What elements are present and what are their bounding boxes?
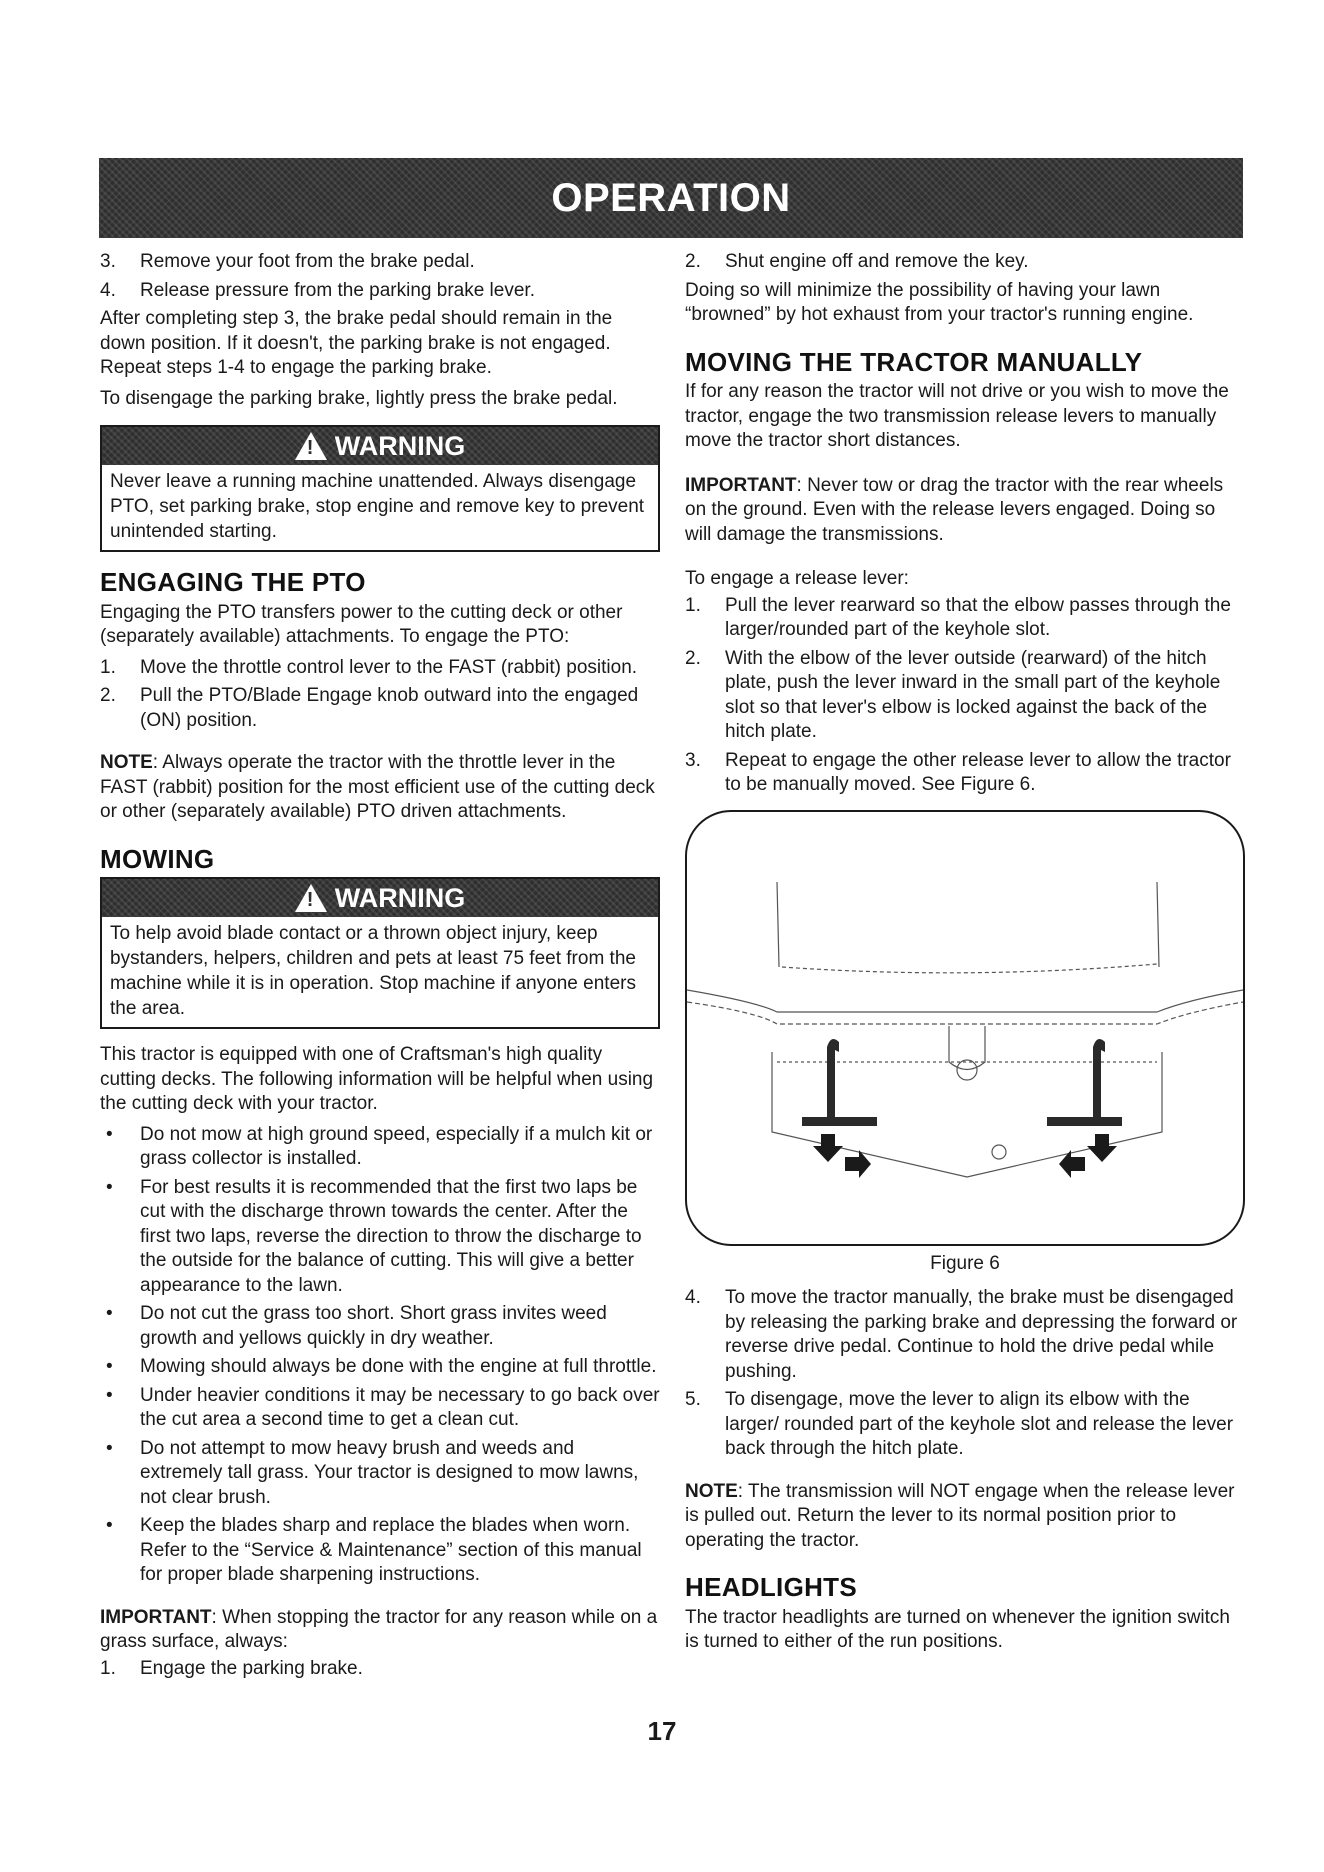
bullet-item: • Under heavier conditions it may be necessary to go back over the cut area a second time to get a clean cut. (106, 1384, 660, 1430)
paragraph: To engage a release lever: (685, 568, 909, 589)
bullet-item: • Do not cut the grass too short. Short grass invites weed growth and yellows quickly in dry weather. (106, 1303, 607, 1349)
warning-box (100, 877, 660, 1029)
figure-6-illustration (685, 810, 1245, 1246)
list-item: 1. Engage the parking brake. (100, 1657, 363, 1679)
section-heading-headlights: HEADLIGHTS (685, 1572, 857, 1602)
bullet-item: • For best results it is recommended that the first two laps be cut with the discharge thrown towards the center. After the first two laps, reverse the direction to throw the discharge to the outside for the balance of cutting. This will give a better appearance to the lawn. (106, 1176, 642, 1296)
left-column (100, 250, 660, 1685)
warning-header: ! WARNING (102, 879, 658, 917)
list-item: 2. Shut engine off and remove the key. (685, 251, 1029, 272)
bullet-item: • Mowing should always be done with the engine at full throttle. (106, 1356, 657, 1377)
note-paragraph: NOTE: Always operate the tractor with the throttle lever in the FAST (rabbit) position for the most efficient use of the cutting deck or other (separately available) PTO driven attachments. (100, 752, 655, 822)
warning-triangle-icon: ! (295, 432, 327, 460)
list-item: 2. Pull the PTO/Blade Engage knob outward into the engaged (ON) position. (100, 685, 639, 731)
warning-triangle-icon: ! (295, 884, 327, 912)
list-item: 1. Move the throttle control lever to the FAST (rabbit) position. (100, 656, 638, 678)
note-paragraph: NOTE: The transmission will NOT engage when the release lever is pulled out. Return the lever to its normal position prior to operating the tractor. (685, 1480, 1235, 1551)
paragraph: Engaging the PTO transfers power to the cutting deck or other (separately available) attachments. To engage the PTO: (100, 601, 623, 647)
paragraph: To disengage the parking brake, lightly press the brake pedal. (100, 387, 618, 409)
paragraph: The tractor headlights are turned on whenever the ignition switch is turned to either of the run positions. (685, 1606, 1230, 1652)
bullet-item: • Do not attempt to mow heavy brush and weeds and extremely tall grass. Your tractor is designed to mow lawns, not clear brush. (106, 1437, 639, 1508)
list-item: 4. Release pressure from the parking brake lever. (100, 279, 535, 301)
warning-text: Never leave a running machine unattended. Always disengage PTO, set parking brake, stop engine and remove key to prevent unintended starting. (110, 471, 645, 542)
section-title: OPERATION (551, 175, 791, 220)
release-lever-diagram (687, 812, 1243, 1244)
bullet-item: • Do not mow at high ground speed, especially if a mulch kit or grass collector is installed. (106, 1123, 653, 1169)
paragraph: Doing so will minimize the possibility of having your lawn “browned” by hot exhaust from your tractor's running engine. (685, 279, 1194, 325)
list-item: 4. To move the tractor manually, the brake must be disengaged by releasing the parking brake and depressing the forward or reverse drive pedal. Continue to hold the drive pedal while pushing. (685, 1287, 1238, 1382)
figure-caption: Figure 6 (930, 1252, 1000, 1274)
list-item: 3. Remove your foot from the brake pedal. (100, 251, 475, 272)
warning-header: ! WARNING (102, 427, 658, 465)
list-item: 2. With the elbow of the lever outside (rearward) of the hitch plate, push the lever inward in the small part of the keyhole slot so that lever's elbow is locked against the back of the hitch plate. (685, 647, 1221, 742)
section-heading-pto: ENGAGING THE PTO (100, 567, 366, 597)
right-column (685, 250, 1245, 1661)
list-item: 1. Pull the lever rearward so that the elbow passes through the larger/rounded part of the keyhole slot. (685, 594, 1231, 640)
warning-box (100, 425, 660, 552)
paragraph: This tractor is equipped with one of Craftsman's high quality cutting decks. The following information will be helpful when using the cutting deck with your tractor. (100, 1044, 654, 1114)
important-paragraph: IMPORTANT: When stopping the tractor for any reason while on a grass surface, always: (100, 1606, 658, 1652)
section-heading-manual: MOVING THE TRACTOR MANUALLY (685, 346, 1143, 377)
list-item: 3. Repeat to engage the other release lever to allow the tractor to be manually moved. See Figure 6. (685, 749, 1231, 795)
paragraph: After completing step 3, the brake pedal should remain in the down position. If it doesn't, the parking brake is not engaged. Repeat steps 1-4 to engage the parking brake. (100, 308, 613, 378)
warning-text: To help avoid blade contact or a thrown object injury, keep bystanders, helpers, children and pets at least 75 feet from the machine while it is in operation. Stop machine if anyone enters the area. (110, 923, 636, 1019)
page-number: 17 (647, 1716, 677, 1746)
section-heading-mowing: MOWING (100, 843, 215, 874)
section-banner (99, 158, 1243, 238)
important-paragraph: IMPORTANT: Never tow or drag the tractor with the rear wheels on the ground. Even with the release levers engaged. Doing so will damage the transmissions. (685, 474, 1224, 545)
list-item: 5. To disengage, move the lever to align its elbow with the larger/ rounded part of the keyhole slot and release the lever back through the hitch plate. (685, 1389, 1234, 1459)
bullet-item: • Keep the blades sharp and replace the blades when worn. Refer to the “Service & Maintenance” section of this manual for proper blade sharpening instructions. (106, 1515, 642, 1585)
paragraph: If for any reason the tractor will not drive or you wish to move the tractor, engage the two transmission release levers to manually move the tractor short distances. (685, 381, 1229, 451)
